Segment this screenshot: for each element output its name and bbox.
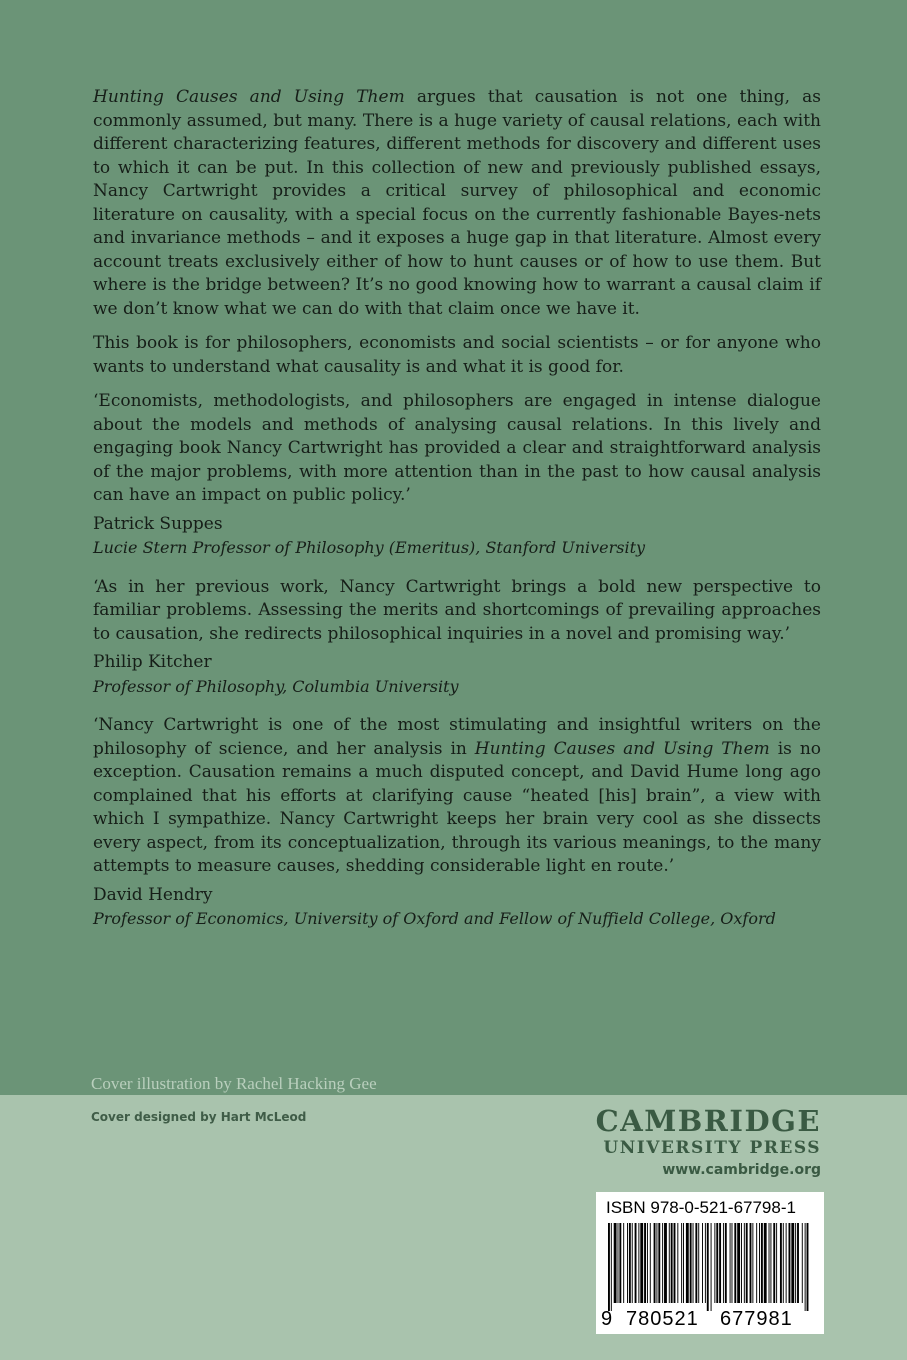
design-credit: Cover designed by Hart McLeod bbox=[91, 1110, 307, 1124]
barcode-bar bbox=[756, 1223, 757, 1303]
endorser-name: Patrick Suppes bbox=[93, 513, 223, 534]
barcode-bar bbox=[780, 1223, 782, 1303]
barcode-bar bbox=[705, 1223, 706, 1303]
endorser-name: David Hendry bbox=[93, 884, 213, 905]
barcode-bar bbox=[719, 1223, 721, 1303]
endorser-name: Philip Kitcher bbox=[93, 652, 212, 672]
isbn-barcode bbox=[596, 1192, 824, 1334]
barcode-bar bbox=[671, 1223, 673, 1303]
barcode-bar bbox=[656, 1223, 657, 1303]
barcode-bar bbox=[723, 1223, 724, 1303]
barcode-bar bbox=[674, 1223, 676, 1303]
barcode-bar bbox=[654, 1223, 656, 1303]
barcode-bar bbox=[714, 1223, 715, 1303]
barcode-bar bbox=[746, 1223, 748, 1303]
cover-text bbox=[93, 86, 821, 947]
endorser-title: Professor of Economics, University of Oxford and Fellow of Nuffield College, Oxford bbox=[93, 909, 776, 928]
endorser-title: Lucie Stern Professor of Philosophy (Emeritus), Stanford University bbox=[93, 538, 646, 557]
book-title-inline: Hunting Causes and Using Them bbox=[93, 87, 405, 107]
endorsement-attribution-3 bbox=[93, 884, 821, 931]
barcode-bar bbox=[776, 1223, 777, 1303]
blurb-paragraph-1-text: argues that causation is not one thing, as commonly assumed, but many. There is a huge variety of causal relations, each with different characterizing features, different methods for discovery and different uses to which it can be put. In this collection of new and previously published essays, Nancy Cartwright provides a critical survey of philosophical and economic literature on causality, with a special focus on the currently fashionable Bayes-nets and invariance methods – and it exposes a huge gap in that literature. Almost every account treats exclusively either of how to hunt causes or of how to use them. But where is the bridge between? It’s no good knowing how to warrant a causal claim if we don’t know what we can do with that claim once we have it. bbox=[93, 87, 821, 319]
barcode-digit-first: 9 bbox=[601, 1308, 614, 1330]
blurb-paragraph-1 bbox=[93, 86, 821, 321]
barcode-bar bbox=[791, 1223, 794, 1303]
isbn-label: ISBN 978-0-521-67798-1 bbox=[606, 1198, 796, 1217]
barcode-bar bbox=[805, 1223, 806, 1311]
barcode-bar bbox=[707, 1223, 709, 1311]
book-title-inline: Hunting Causes and Using Them bbox=[474, 738, 770, 759]
barcode-bar bbox=[611, 1223, 612, 1311]
barcode-bar bbox=[741, 1223, 742, 1303]
barcode-bar bbox=[711, 1223, 712, 1311]
barcode-bar bbox=[669, 1223, 670, 1303]
barcode-bar bbox=[690, 1223, 692, 1303]
barcode-bar bbox=[783, 1223, 784, 1303]
publisher-subtitle: UNIVERSITY PRESS bbox=[603, 1138, 821, 1158]
blurb-paragraph-2: This book is for philosophers, economists and social scientists – or for anyone who wants to understand what causality is and what it is good for. bbox=[93, 333, 821, 377]
barcode-bar bbox=[698, 1223, 699, 1303]
barcode-bar bbox=[683, 1223, 684, 1303]
barcode-bar bbox=[627, 1223, 628, 1303]
endorsement-attribution-2 bbox=[93, 651, 821, 698]
barcode-bar bbox=[638, 1223, 639, 1303]
barcode-digits-group-1: 780521 bbox=[626, 1308, 699, 1330]
quote-text-part-a: ‘Nancy Cartwright is one of the most stimulating and insightful writers on the philosophy of science, and her analysis in bbox=[93, 715, 821, 759]
barcode-bar bbox=[614, 1223, 617, 1303]
endorser-title: Professor of Philosophy, Columbia University bbox=[93, 676, 459, 696]
barcode-bar bbox=[764, 1223, 767, 1303]
barcode-bar bbox=[632, 1223, 633, 1303]
barcode-bar bbox=[795, 1223, 796, 1303]
barcode-bar bbox=[730, 1223, 731, 1303]
barcode-bar bbox=[786, 1223, 787, 1303]
barcode-bar bbox=[618, 1223, 619, 1303]
barcode-bar bbox=[797, 1223, 799, 1303]
barcode-bar bbox=[681, 1223, 682, 1303]
barcode-bar bbox=[750, 1223, 752, 1303]
barcode-bar bbox=[725, 1223, 727, 1303]
barcode-bar bbox=[662, 1223, 663, 1303]
barcode-bar bbox=[619, 1223, 621, 1303]
endorsement-quote-1: ‘Economists, methodologists, and philosophers are engaged in intense dialogue about the models and methods of analysing causal relations. In this lively and engaging book Nancy Cartwright has provided a clear and straightforward analysis of the major problems, with more attention than in the past to how causal analysis can have an impact on public policy.’ bbox=[93, 391, 821, 505]
barcode-bar bbox=[802, 1223, 803, 1303]
barcode-bar bbox=[635, 1223, 637, 1303]
barcode-bar bbox=[608, 1223, 610, 1311]
barcode-bar bbox=[769, 1223, 770, 1303]
barcode-bar bbox=[650, 1223, 651, 1303]
barcode-bar bbox=[770, 1223, 771, 1303]
quote-text-part-b: is no exception. Causation remains a much disputed concept, and David Hume long ago complained that his efforts at clarifying cause “heated [his] brain”, a view with which I sympathize. Nancy Cartwright keeps her brain very cool as she dissects every aspect, from its conceptualization, through its various meanings, to the many attempts to measure causes, shedding considerable light en route.’ bbox=[93, 738, 822, 876]
barcode-bar bbox=[807, 1223, 809, 1311]
endorsement-quote-3 bbox=[93, 714, 821, 879]
publisher-logo bbox=[596, 1105, 821, 1181]
barcode-bar bbox=[644, 1223, 646, 1303]
barcode-bar bbox=[693, 1223, 694, 1303]
barcode-bar bbox=[732, 1223, 733, 1303]
barcode-digits-group-2: 677981 bbox=[720, 1308, 793, 1330]
barcode-bar bbox=[658, 1223, 660, 1303]
barcode-bar bbox=[664, 1223, 667, 1303]
barcode-bar bbox=[695, 1223, 697, 1303]
barcode-bar bbox=[752, 1223, 753, 1303]
barcode-bar bbox=[702, 1223, 703, 1303]
barcode-bar bbox=[789, 1223, 791, 1303]
barcode-bar bbox=[744, 1223, 745, 1303]
endorsement-quote-2: ‘As in her previous work, Nancy Cartwright brings a bold new perspective to familiar problems. Assessing the merits and shortcomings of prevailing approaches to causation, she redirects philosophical inquiries in a novel and promising way.’ bbox=[93, 576, 821, 644]
barcode-bar bbox=[761, 1223, 763, 1303]
barcode-bar bbox=[759, 1223, 760, 1303]
barcode-bar bbox=[623, 1223, 624, 1303]
barcode-bar bbox=[716, 1223, 718, 1303]
barcode-bar bbox=[677, 1223, 678, 1303]
barcode-bar bbox=[686, 1223, 689, 1303]
illustration-credit: Cover illustration by Rachel Hacking Gee bbox=[91, 1074, 377, 1093]
endorsement-attribution-1 bbox=[93, 513, 821, 560]
barcode-bar bbox=[629, 1223, 631, 1303]
publisher-name: CAMBRIDGE bbox=[595, 1104, 821, 1138]
barcode-bars bbox=[608, 1223, 812, 1311]
barcode-bar bbox=[734, 1223, 736, 1303]
barcode-bar bbox=[640, 1223, 643, 1303]
barcode-bar bbox=[737, 1223, 740, 1303]
barcode-bar bbox=[647, 1223, 648, 1303]
publisher-url: www.cambridge.org bbox=[662, 1162, 821, 1178]
barcode-bar bbox=[773, 1223, 775, 1303]
